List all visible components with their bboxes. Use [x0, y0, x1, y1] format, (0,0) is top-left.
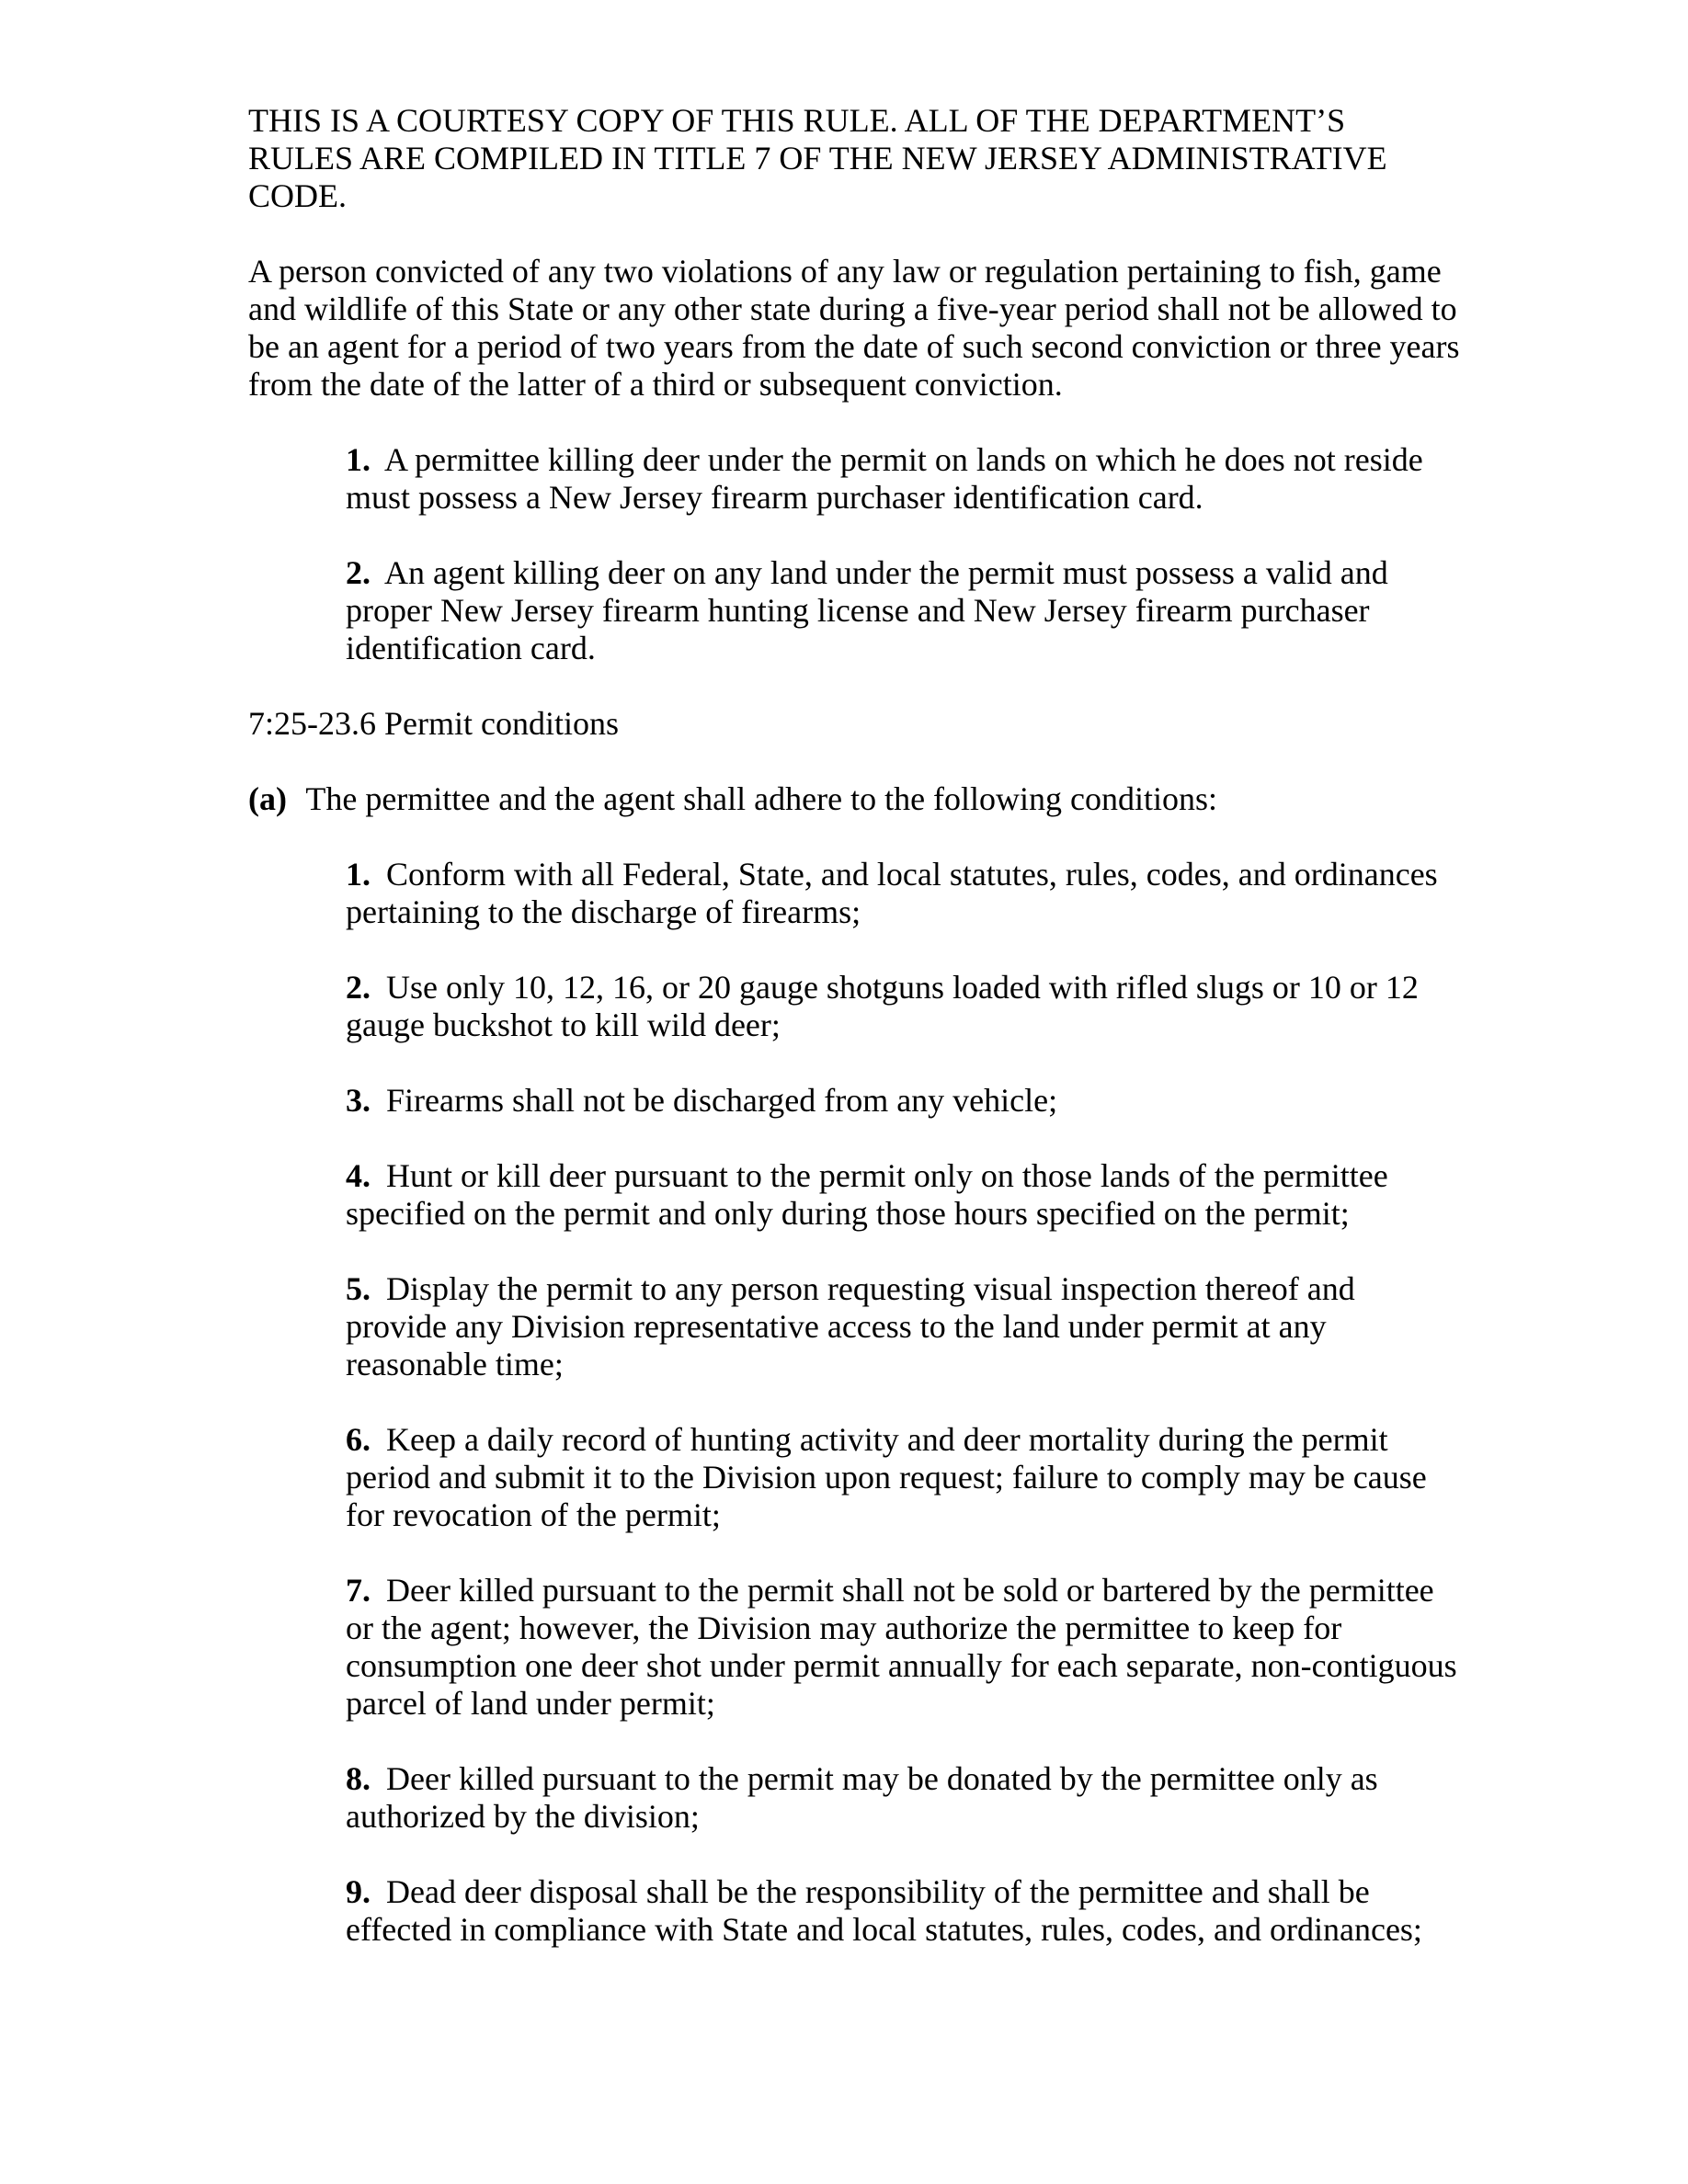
- subsection-a: [248, 780, 1462, 818]
- item-number: 2.: [346, 554, 371, 591]
- list-item: [346, 1082, 1462, 1120]
- item-text: Deer killed pursuant to the permit shall not be sold or bartered by the permittee or the agent; however, the Division may authorize the permittee to keep for consumption one deer shot under permit annually for each separate, non-contiguous parcel of land under permit;: [346, 1572, 1457, 1722]
- list-item: [346, 441, 1462, 517]
- item-number: 7.: [346, 1572, 371, 1609]
- item-number: 9.: [346, 1873, 371, 1910]
- item-number: 1.: [346, 856, 371, 893]
- item-text: Firearms shall not be discharged from any vehicle;: [386, 1082, 1058, 1119]
- item-number: 5.: [346, 1270, 371, 1307]
- item-number: 1.: [346, 441, 371, 478]
- item-number: 2.: [346, 969, 371, 1006]
- item-number: 3.: [346, 1082, 371, 1119]
- permit-conditions-list: [248, 856, 1462, 1949]
- item-text: An agent killing deer on any land under the permit must possess a valid and proper New Jersey firearm hunting license and New Jersey firearm purchaser identification card.: [346, 554, 1388, 666]
- item-text: Conform with all Federal, State, and local statutes, rules, codes, and ordinances pertaining to the discharge of firearms;: [346, 856, 1438, 930]
- item-text: Hunt or kill deer pursuant to the permit only on those lands of the permittee specified on the permit and only during those hours specified on the permit;: [346, 1157, 1388, 1232]
- list-item: [346, 1760, 1462, 1836]
- item-text: Use only 10, 12, 16, or 20 gauge shotguns loaded with rifled slugs or 10 or 12 gauge buckshot to kill wild deer;: [346, 969, 1419, 1043]
- item-text: Dead deer disposal shall be the responsibility of the permittee and shall be effected in compliance with State and local statutes, rules, codes, and ordinances;: [346, 1873, 1422, 1948]
- list-item: [346, 1157, 1462, 1233]
- list-item: [346, 1421, 1462, 1534]
- subsection-label: (a): [248, 780, 287, 817]
- item-number: 4.: [346, 1157, 371, 1194]
- subsection-text: The permittee and the agent shall adhere to the following conditions:: [305, 780, 1218, 817]
- courtesy-copy-notice: THIS IS A COURTESY COPY OF THIS RULE. ALL OF THE DEPARTMENT’S RULES ARE COMPILED IN TITLE 7 OF THE NEW JERSEY ADMINISTRATIVE CODE.: [248, 102, 1387, 214]
- list-item: [346, 1873, 1462, 1949]
- list-item: [346, 1270, 1462, 1383]
- item-text: A permittee killing deer under the permit on lands on which he does not reside must possess a New Jersey firearm purchaser identification card.: [346, 441, 1423, 516]
- list-item: [346, 554, 1462, 667]
- list-item: [346, 969, 1462, 1044]
- agent-requirements-list: [248, 441, 1462, 667]
- document-page: [248, 102, 1462, 1986]
- item-text: Display the permit to any person requesting visual inspection thereof and provide any Division representative access to the land under permit at any reasonable time;: [346, 1270, 1355, 1382]
- item-text: Keep a daily record of hunting activity and deer mortality during the permit period and submit it to the Division upon request; failure to comply may be cause for revocation of the permit;: [346, 1421, 1427, 1533]
- section-heading: 7:25-23.6 Permit conditions: [248, 705, 619, 742]
- list-item: [346, 856, 1462, 931]
- item-number: 8.: [346, 1760, 371, 1797]
- intro-paragraph: A person convicted of any two violations of any law or regulation pertaining to fish, game and wildlife of this State or any other state during a five-year period shall not be allowed to be an agent for a period of two years from the date of such second conviction or three years from the date of the latter of a third or subsequent conviction.: [248, 253, 1460, 403]
- item-number: 6.: [346, 1421, 371, 1458]
- list-item: [346, 1572, 1462, 1723]
- item-text: Deer killed pursuant to the permit may be donated by the permittee only as authorized by the division;: [346, 1760, 1378, 1835]
